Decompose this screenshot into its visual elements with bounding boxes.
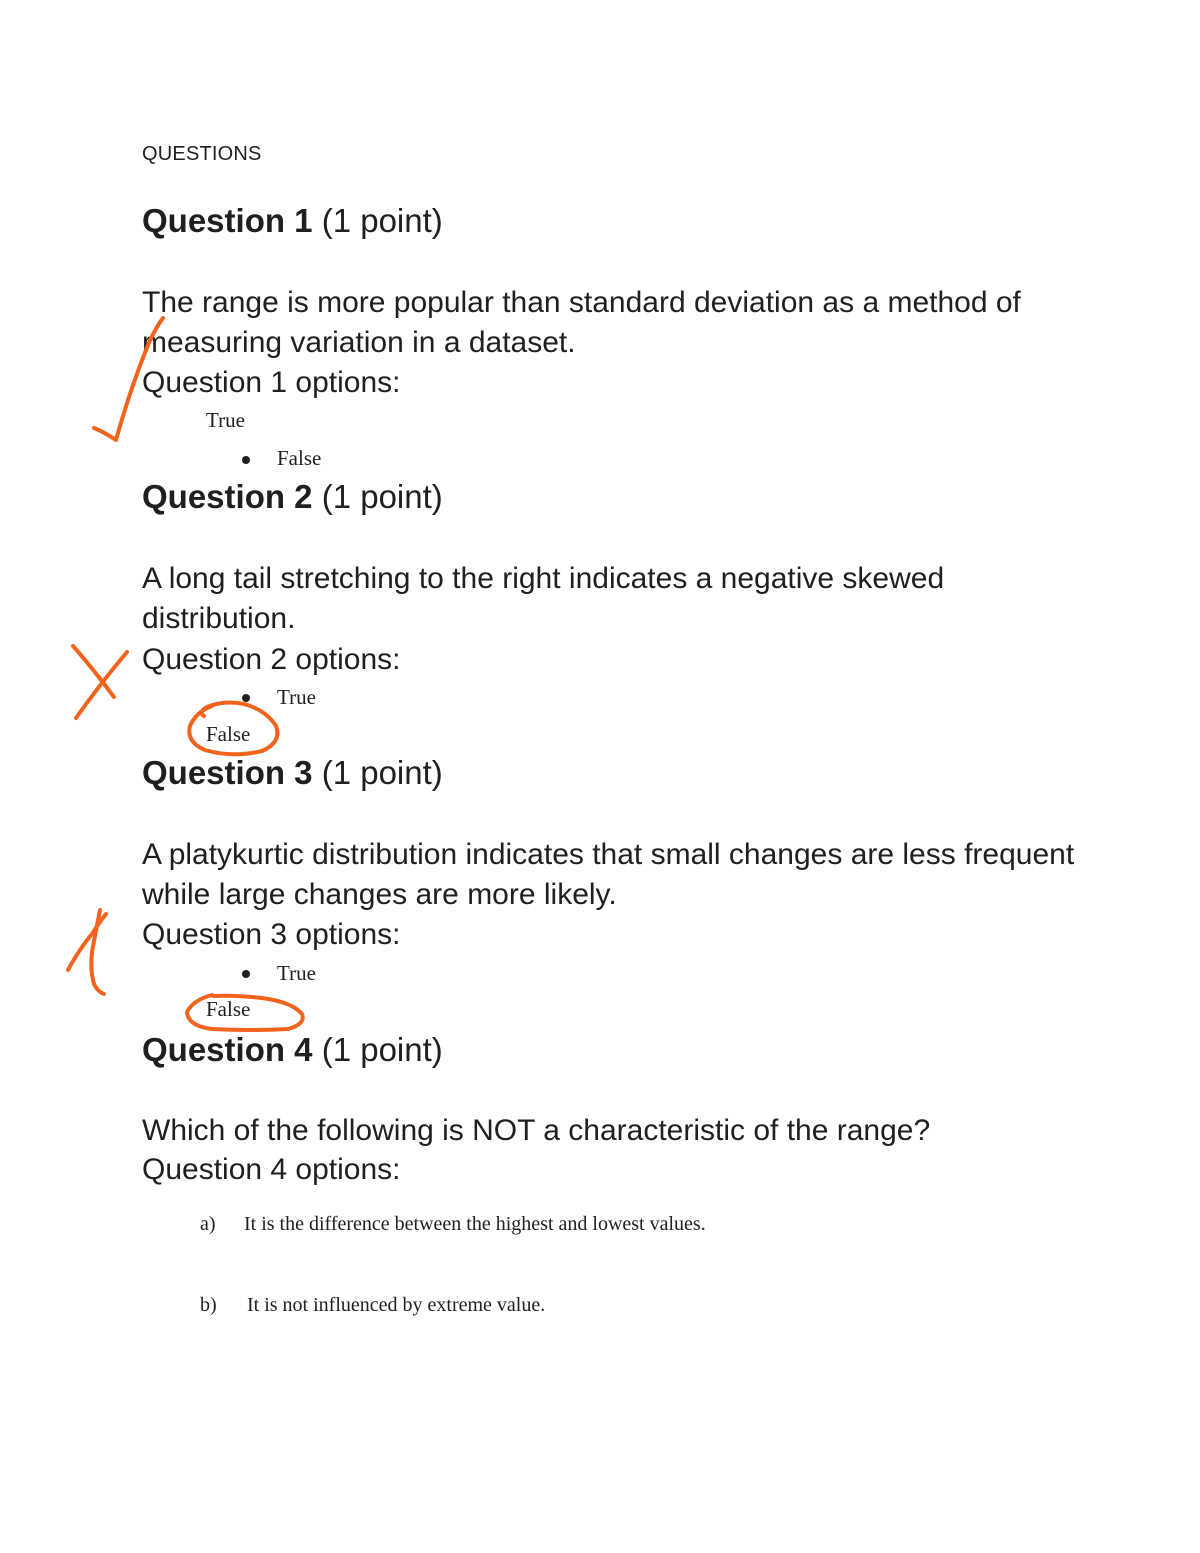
question-points: (1 point) bbox=[321, 202, 443, 239]
question-title-label: Question 3 bbox=[142, 754, 313, 791]
question-title-label: Question 2 bbox=[142, 478, 313, 515]
question-3-options-label: Question 3 options: bbox=[142, 918, 401, 951]
question-2-option-true[interactable]: True bbox=[277, 685, 316, 709]
question-title-label: Question 4 bbox=[142, 1031, 313, 1068]
question-4-text: Which of the following is NOT a characteristic of the range? bbox=[142, 1114, 931, 1147]
question-1-text: The range is more popular than standard deviation as a method of measuring variation in a dataset. bbox=[142, 286, 1021, 359]
question-1-option-true[interactable]: True bbox=[206, 408, 245, 432]
question-title-label: Question 1 bbox=[142, 202, 313, 239]
question-3-title bbox=[142, 753, 443, 793]
question-3-option-false[interactable]: False bbox=[206, 997, 251, 1021]
question-points: (1 point) bbox=[321, 1031, 443, 1068]
question-1-options-label: Question 1 options: bbox=[142, 366, 401, 399]
cross-mark-icon bbox=[68, 910, 106, 994]
question-points: (1 point) bbox=[321, 754, 443, 791]
question-points: (1 point) bbox=[321, 478, 443, 515]
question-2-text: A long tail stretching to the right indicates a negative skewed distribution. bbox=[142, 562, 945, 635]
page-heading: QUESTIONS bbox=[142, 143, 262, 165]
question-3-text: A platykurtic distribution indicates that small changes are less frequent while large changes are more likely. bbox=[142, 838, 1075, 911]
cross-mark-icon bbox=[73, 646, 127, 718]
bullet-icon bbox=[242, 694, 250, 702]
bullet-icon bbox=[242, 456, 250, 464]
question-4-option-b-letter: b) bbox=[200, 1294, 217, 1316]
question-4-options-label: Question 4 options: bbox=[142, 1153, 401, 1186]
question-2-title bbox=[142, 477, 443, 517]
question-4-option-a-text[interactable]: It is the difference between the highest and lowest values. bbox=[244, 1213, 706, 1235]
question-1-title bbox=[142, 201, 443, 241]
question-4-option-b-text[interactable]: It is not influenced by extreme value. bbox=[247, 1294, 546, 1316]
bullet-icon bbox=[242, 970, 250, 978]
question-4-option-a-letter: a) bbox=[200, 1213, 216, 1235]
question-2-options-label: Question 2 options: bbox=[142, 643, 401, 676]
question-2-option-false[interactable]: False bbox=[206, 722, 251, 746]
question-3-option-true[interactable]: True bbox=[277, 961, 316, 985]
question-4-title bbox=[142, 1030, 443, 1070]
question-1-option-false[interactable]: False bbox=[277, 446, 322, 470]
